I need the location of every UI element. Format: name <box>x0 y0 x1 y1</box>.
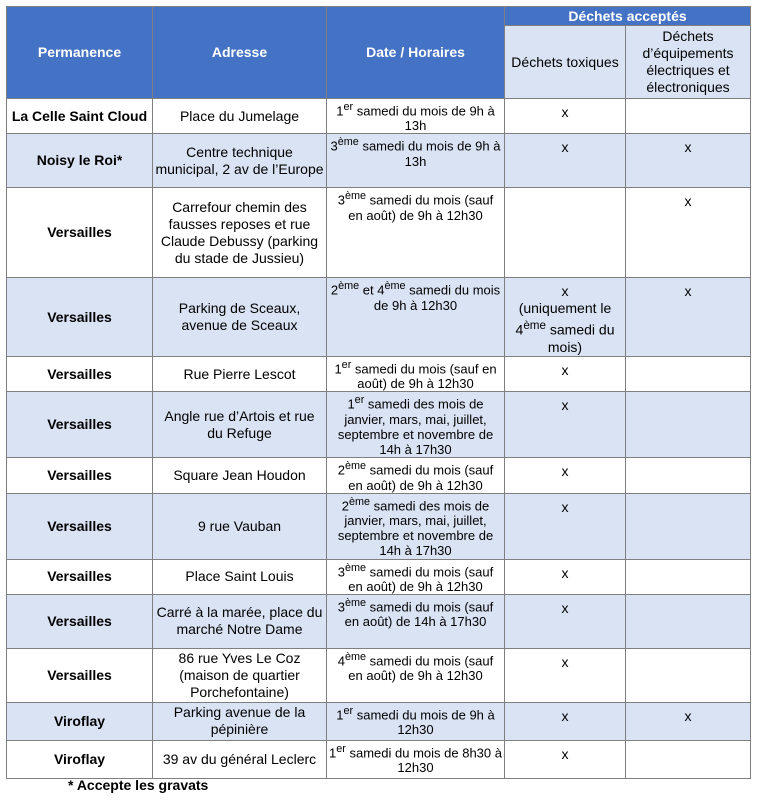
date-ordinal-suffix: ème <box>344 561 367 574</box>
date-ordinal-suffix: ème <box>384 280 406 293</box>
toxiques-mark: x <box>561 498 569 515</box>
cell-permanence <box>7 134 153 188</box>
cell-toxiques <box>505 648 626 702</box>
date-ordinal: 1 <box>329 745 337 761</box>
cell-permanence <box>7 493 153 559</box>
adresse-text: 39 av du général Leclerc <box>162 750 317 767</box>
header-dechets-electriques: Déchets d’équipements électriques et électroniques <box>626 26 751 99</box>
cell-adresse <box>153 594 327 648</box>
table-row <box>7 702 751 740</box>
date-text: samedi du mois de 9h à 13h <box>358 138 501 169</box>
adresse-text: 9 rue Vauban <box>197 517 282 534</box>
cell-electriques <box>626 740 751 778</box>
date-ordinal: 3 <box>337 192 345 208</box>
date-text: samedi du mois de 8h30 à 12h30 <box>345 745 502 776</box>
date-text: samedi du mois de 9h à 12h30 <box>353 707 495 738</box>
toxiques-note: (uniquement le 4 <box>515 300 612 338</box>
cell-toxiques <box>505 740 626 778</box>
cell-permanence <box>7 99 153 134</box>
date-ordinal-suffix: er <box>343 101 354 113</box>
table-row <box>7 740 751 778</box>
cell-electriques <box>626 594 751 648</box>
table-row <box>7 392 751 458</box>
permanence-text: La Celle Saint Cloud <box>11 107 148 124</box>
table-body <box>7 99 751 779</box>
permanence-text: Viroflay <box>53 750 106 767</box>
toxiques-mark: x <box>561 104 569 120</box>
date-ordinal: 1 <box>347 396 355 412</box>
cell-adresse <box>153 278 327 357</box>
cell-date <box>327 356 505 391</box>
permanence-text: Versailles <box>47 517 112 534</box>
permanence-text: Versailles <box>47 466 112 483</box>
date-text: samedi du mois (sauf en août) de 9h à 12h30 <box>348 563 494 594</box>
electriques-mark: x <box>684 283 692 300</box>
adresse-text: Place Saint Louis <box>185 568 294 585</box>
cell-adresse <box>153 559 327 594</box>
permanence-text: Versailles <box>47 224 112 241</box>
cell-adresse <box>153 702 327 740</box>
permanence-text: Versailles <box>47 568 112 585</box>
date-ordinal-suffix: ème <box>344 596 367 609</box>
adresse-text: Parking avenue de la pépinière <box>173 704 306 738</box>
toxiques-mark: x <box>561 564 569 581</box>
toxiques-mark: x <box>561 397 569 414</box>
date-ordinal-suffix: ème <box>344 460 367 473</box>
permanence-text: Versailles <box>47 308 112 325</box>
adresse-text: Centre technique municipal, 2 av de l’Europe <box>155 143 324 177</box>
cell-permanence <box>7 559 153 594</box>
table-row <box>7 99 751 134</box>
adresse-text: Parking de Sceaux, avenue de Sceaux <box>178 300 301 334</box>
cell-adresse <box>153 188 327 278</box>
cell-toxiques <box>505 594 626 648</box>
date-text: samedi du mois (sauf en août) de 14h à 17h30 <box>344 599 494 630</box>
cell-permanence <box>7 356 153 391</box>
toxiques-mark: x <box>561 653 569 670</box>
date-ordinal-suffix: ème <box>338 280 360 293</box>
adresse-text: Carrefour chemin des fausses reposes et rue Claude Debussy (parking du stade de Jussieu) <box>160 198 319 266</box>
date-ordinal: 3 <box>330 138 338 154</box>
cell-adresse <box>153 356 327 391</box>
date-ordinal: 4 <box>337 653 345 669</box>
date-text: samedi du mois (sauf en août) de 9h à 12h30 <box>348 462 494 493</box>
permanence-text: Noisy le Roi* <box>36 152 123 169</box>
cell-date <box>327 740 505 778</box>
cell-date <box>327 493 505 559</box>
adresse-text: Carré à la marée, place du marché Notre Dame <box>156 604 323 638</box>
cell-adresse <box>153 392 327 458</box>
adresse-text: Rue Pierre Lescot <box>183 365 296 382</box>
footnote: * Accepte les gravats <box>68 777 209 793</box>
cell-permanence <box>7 648 153 702</box>
permanence-text: Versailles <box>47 416 112 433</box>
cell-electriques <box>626 278 751 357</box>
date-ordinal-suffix: ème <box>348 495 371 508</box>
date-text: samedi du mois (sauf en août) de 9h à 12h30 <box>348 192 494 223</box>
cell-permanence <box>7 392 153 458</box>
toxiques-note-text: samedi du mois) <box>546 321 615 355</box>
date-ordinal: 1 <box>336 103 344 119</box>
cell-electriques <box>626 99 751 134</box>
date-ordinal: 1 <box>334 361 342 377</box>
cell-adresse <box>153 134 327 188</box>
cell-toxiques <box>505 99 626 134</box>
cell-toxiques <box>505 188 626 278</box>
toxiques-mark: x <box>561 599 569 616</box>
cell-date <box>327 702 505 740</box>
toxiques-note-suffix: ème <box>523 319 546 333</box>
cell-electriques <box>626 458 751 493</box>
cell-adresse <box>153 740 327 778</box>
cell-electriques <box>626 702 751 740</box>
date-text: samedi des mois de janvier, mars, mai, juillet, septembre et novembre de 14h à 17h30 <box>337 396 494 457</box>
cell-permanence <box>7 594 153 648</box>
toxiques-mark: x <box>561 283 569 300</box>
cell-adresse <box>153 458 327 493</box>
table-row <box>7 559 751 594</box>
cell-permanence <box>7 740 153 778</box>
table-row <box>7 493 751 559</box>
cell-date <box>327 648 505 702</box>
cell-electriques <box>626 493 751 559</box>
table-row <box>7 356 751 391</box>
permanence-text: Versailles <box>47 612 112 629</box>
date-ordinal-suffix: ème <box>344 190 367 203</box>
date-ordinal-suffix: er <box>336 742 346 755</box>
collection-schedule-table <box>6 6 751 779</box>
adresse-text: Angle rue d’Artois et rue du Refuge <box>164 407 315 441</box>
date-ordinal-suffix: ème <box>337 136 359 149</box>
table-row <box>7 134 751 188</box>
date-ordinal: 2 <box>337 462 345 478</box>
cell-toxiques <box>505 134 626 188</box>
date-ordinal: 1 <box>336 707 344 723</box>
cell-electriques <box>626 392 751 458</box>
cell-date <box>327 458 505 493</box>
date-ordinal: 3 <box>337 563 345 579</box>
cell-date <box>327 188 505 278</box>
date-text: samedi du mois (sauf en août) de 9h à 12h30 <box>348 653 494 684</box>
table-row <box>7 648 751 702</box>
date-ordinal: 3 <box>337 599 345 615</box>
table-row <box>7 188 751 278</box>
cell-toxiques <box>505 559 626 594</box>
permanence-text: Viroflay <box>53 712 106 729</box>
cell-toxiques <box>505 493 626 559</box>
header-adresse: Adresse <box>153 7 327 99</box>
header-date: Date / Horaires <box>327 7 505 99</box>
toxiques-mark: x <box>561 361 569 378</box>
table-row <box>7 278 751 357</box>
toxiques-mark: x <box>561 139 569 156</box>
cell-permanence <box>7 458 153 493</box>
adresse-text: Square Jean Houdon <box>173 466 306 483</box>
toxiques-mark: x <box>561 707 569 724</box>
date-ordinal: 2 <box>341 497 349 513</box>
cell-adresse <box>153 493 327 559</box>
table-row <box>7 458 751 493</box>
date-connector: et 4 <box>359 282 385 298</box>
cell-toxiques <box>505 392 626 458</box>
adresse-text: 86 rue Yves Le Coz (maison de quartier Porchefontaine) <box>178 649 301 700</box>
cell-electriques <box>626 188 751 278</box>
cell-toxiques <box>505 458 626 493</box>
date-ordinal-suffix: er <box>343 704 354 717</box>
date-text: samedi des mois de janvier, mars, mai, juillet, septembre et novembre de 14h à 17h30 <box>337 497 494 558</box>
date-text: samedi du mois (sauf en août) de 9h à 12h30 <box>351 361 497 392</box>
cell-toxiques <box>505 278 626 357</box>
table-row <box>7 594 751 648</box>
date-text: samedi du mois de 9h à 12h30 <box>373 282 501 313</box>
cell-electriques <box>626 134 751 188</box>
date-ordinal-suffix: ème <box>344 650 367 663</box>
date-text: samedi du mois de 9h à 13h <box>353 103 495 134</box>
toxiques-mark: x <box>561 463 569 480</box>
electriques-mark: x <box>684 139 692 156</box>
cell-toxiques <box>505 356 626 391</box>
electriques-mark: x <box>684 193 692 210</box>
cell-toxiques <box>505 702 626 740</box>
permanence-text: Versailles <box>47 365 112 382</box>
cell-permanence <box>7 278 153 357</box>
cell-date <box>327 134 505 188</box>
header-permanence: Permanence <box>7 7 153 99</box>
cell-electriques <box>626 559 751 594</box>
cell-adresse <box>153 99 327 134</box>
cell-adresse <box>153 648 327 702</box>
toxiques-mark: x <box>561 745 569 762</box>
permanence-text: Versailles <box>47 666 112 683</box>
cell-electriques <box>626 648 751 702</box>
cell-date <box>327 559 505 594</box>
electriques-mark: x <box>684 707 692 724</box>
adresse-text: Place du Jumelage <box>179 107 300 124</box>
cell-date <box>327 99 505 134</box>
date-ordinal-suffix: er <box>341 358 352 371</box>
cell-permanence <box>7 702 153 740</box>
header-dechets-toxiques: Déchets toxiques <box>505 26 626 99</box>
cell-date <box>327 594 505 648</box>
header-dechets-acceptes: Déchets acceptés <box>505 7 751 26</box>
cell-electriques <box>626 356 751 391</box>
date-ordinal: 2 <box>330 282 339 298</box>
cell-date <box>327 392 505 458</box>
cell-date <box>327 278 505 357</box>
cell-permanence <box>7 188 153 278</box>
date-ordinal-suffix: er <box>354 394 365 407</box>
